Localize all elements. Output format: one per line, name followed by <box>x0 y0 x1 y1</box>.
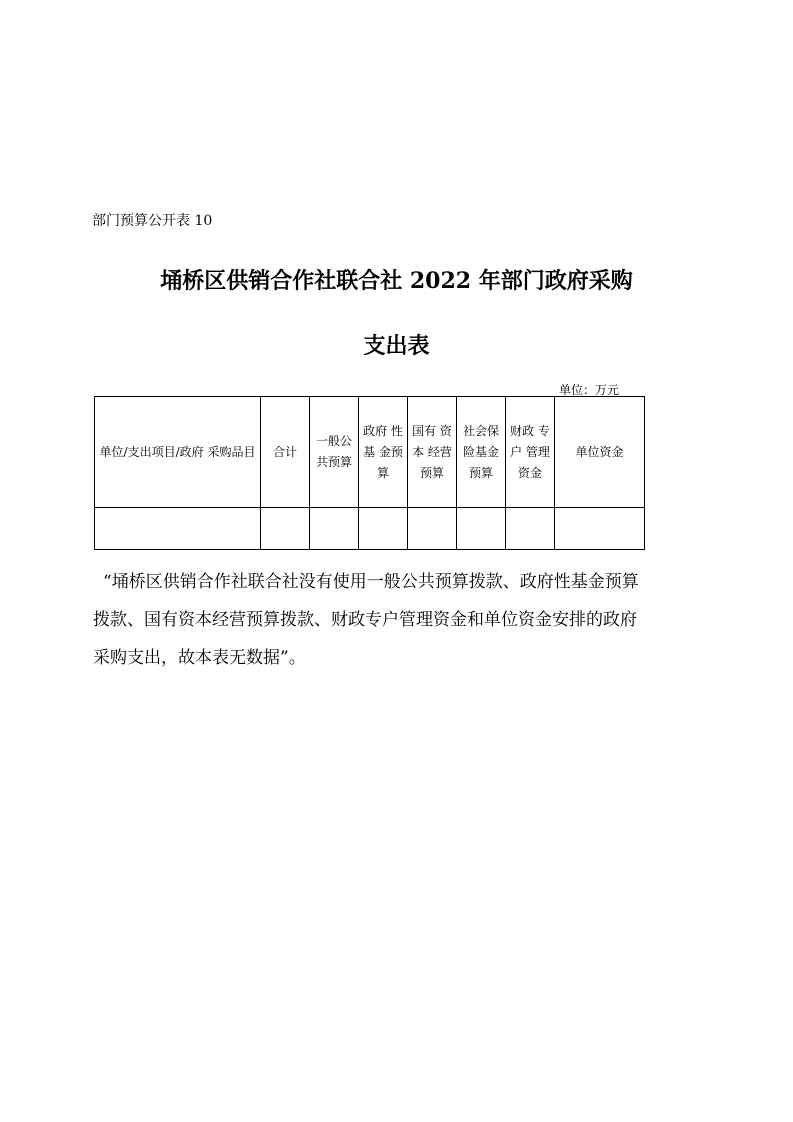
table-cell <box>261 508 310 550</box>
table-header-row <box>95 397 645 508</box>
procurement-expenditure-table <box>94 396 645 550</box>
note-line: 采购支出，故本表无数据”。 <box>93 648 306 668</box>
document-label: 部门预算公开表 10 <box>92 213 213 229</box>
unit-label: 单位：万元 <box>559 383 620 397</box>
table-cell <box>555 508 645 550</box>
column-header: 一般公共预算 <box>310 397 359 508</box>
page-title-line2: 支出表 <box>363 333 430 359</box>
column-header: 合计 <box>261 397 310 508</box>
table-cell <box>506 508 555 550</box>
column-header: 国有 资本 经营预算 <box>408 397 457 508</box>
column-header: 政府 性基 金预算 <box>359 397 408 508</box>
column-header: 单位/支出项目/政府 采购品目 <box>95 397 261 508</box>
table-cell <box>408 508 457 550</box>
no-data-note <box>93 563 703 677</box>
table-cell <box>95 508 261 550</box>
column-header: 单位资金 <box>555 397 645 508</box>
table-cell <box>359 508 408 550</box>
note-line: 拨款、国有资本经营预算拨款、财政专户管理资金和单位资金安排的政府 <box>93 610 637 630</box>
note-line: “埇桥区供销合作社联合社没有使用一般公共预算拨款、政府性基金预算 <box>103 572 639 592</box>
table-cell <box>310 508 359 550</box>
table-cell <box>457 508 506 550</box>
table-row <box>95 508 645 550</box>
column-header: 财政 专户 管理资金 <box>506 397 555 508</box>
column-header: 社会保险基金预算 <box>457 397 506 508</box>
page-title: 埇桥区供销合作社联合社 2022 年部门政府采购 <box>160 268 633 294</box>
